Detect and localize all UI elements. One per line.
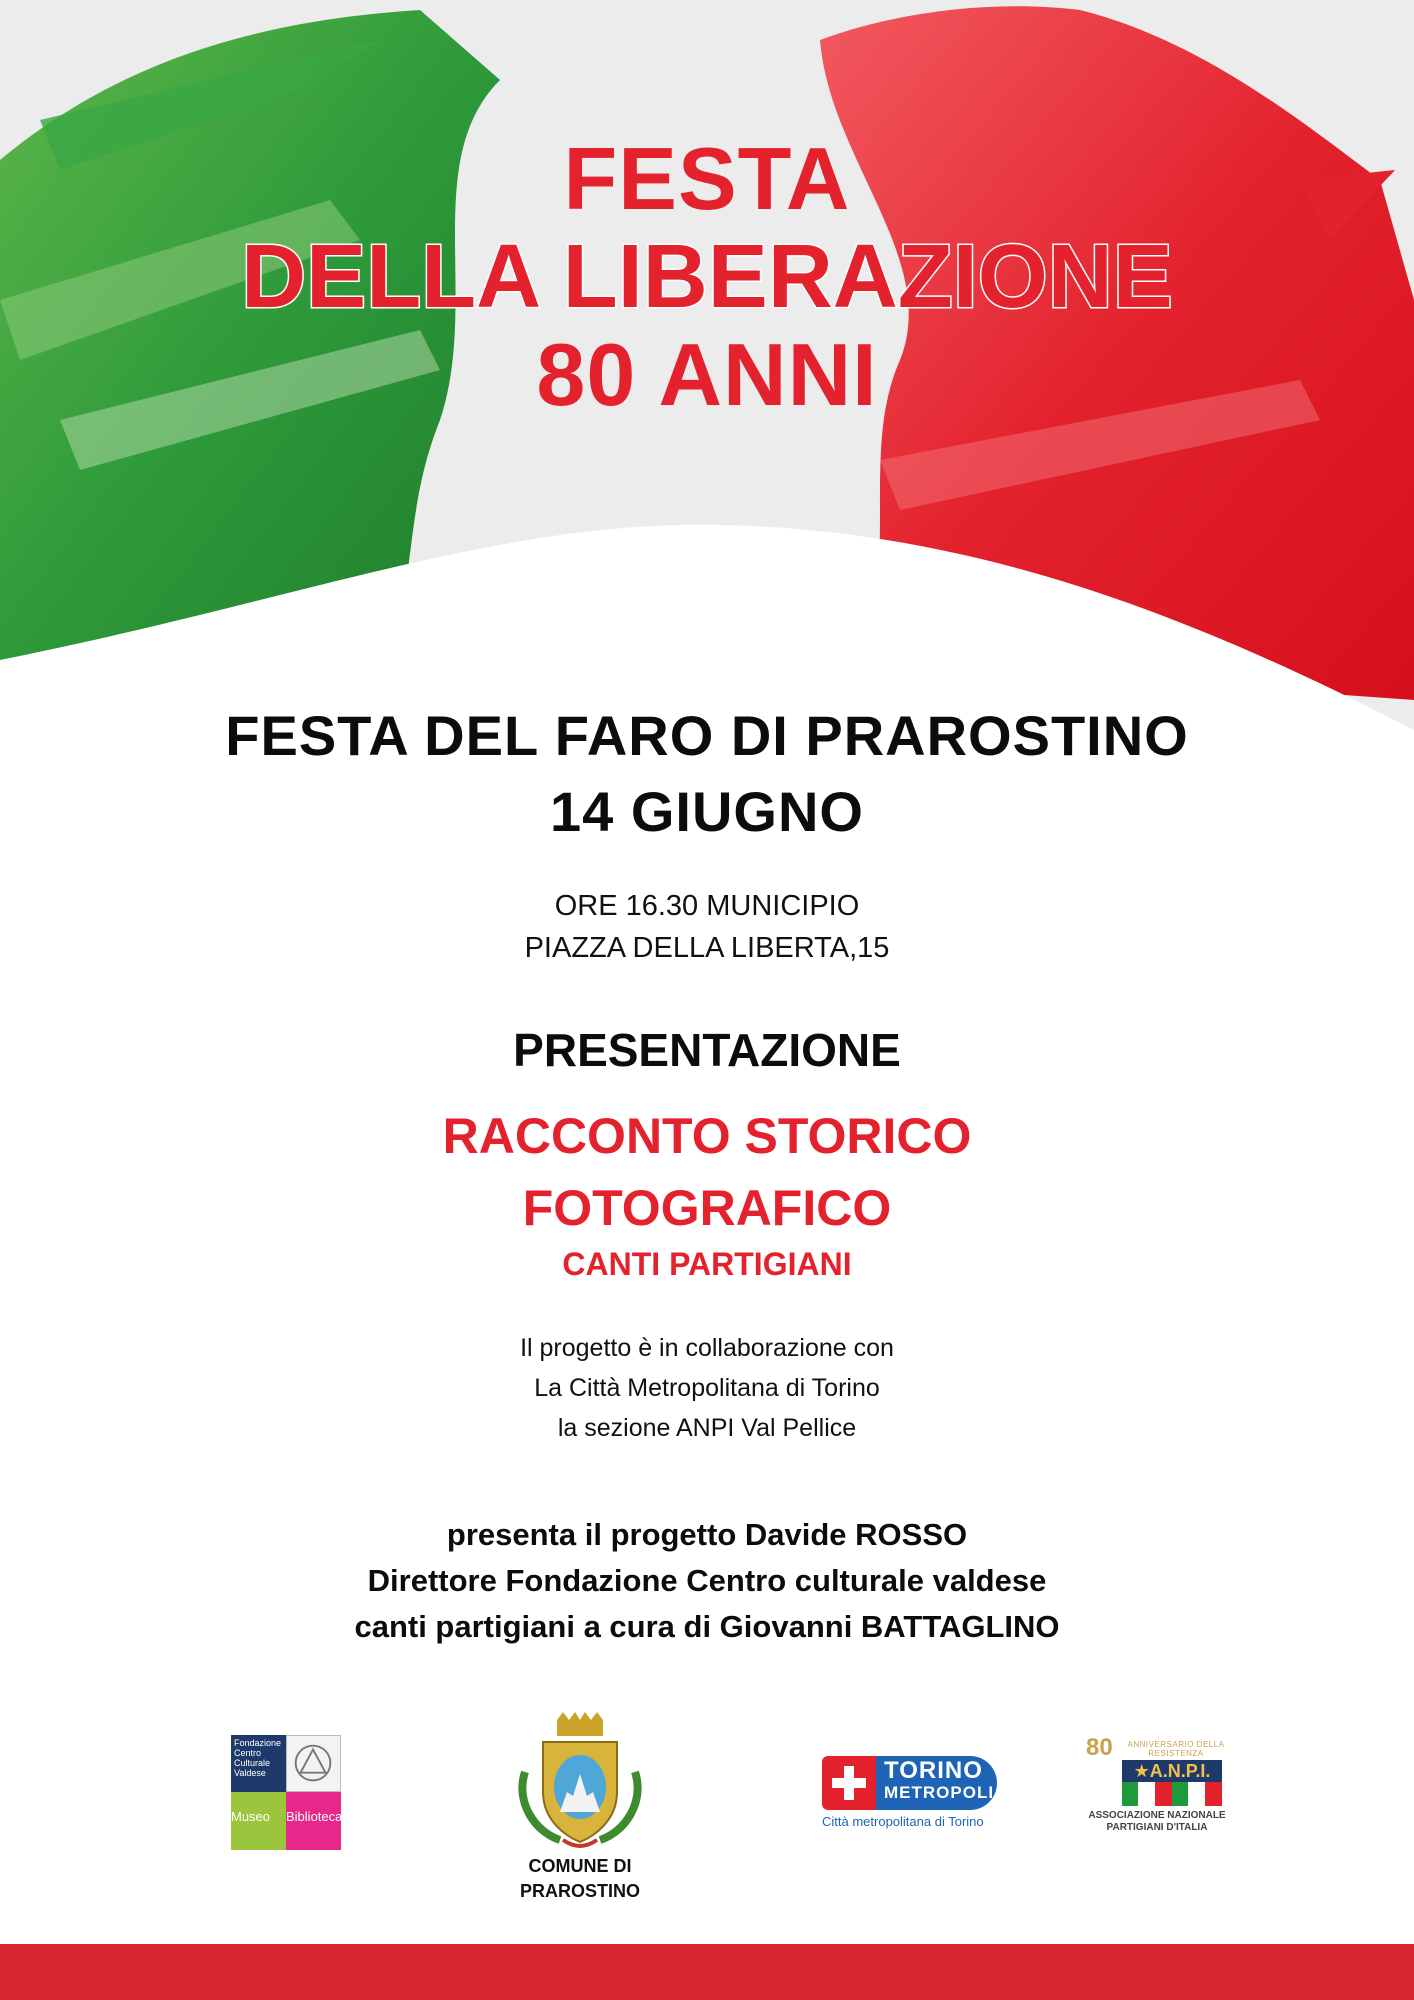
credits-line: canti partigiani a cura di Giovanni BATTAGLINO bbox=[354, 1609, 1060, 1644]
bottom-red-bar bbox=[0, 1944, 1414, 2000]
torino-subtitle: Città metropolitana di Torino bbox=[822, 1814, 984, 1829]
program-title-line: FOTOGRAFICO bbox=[522, 1180, 892, 1236]
title-line-festa: FESTA bbox=[563, 129, 851, 228]
program-title-line: RACCONTO STORICO bbox=[442, 1108, 972, 1164]
credits bbox=[0, 1512, 1414, 1650]
event-date: 14 GIUGNO bbox=[550, 780, 864, 843]
program-subtitle: CANTI PARTIGIANI bbox=[562, 1246, 852, 1282]
main-title bbox=[0, 130, 1414, 424]
torino-name: TORINO bbox=[884, 1757, 983, 1784]
title-line-liberazione: DELLA LIBERAZIONE bbox=[241, 227, 1173, 327]
comune-label-line: COMUNE DI bbox=[528, 1856, 632, 1876]
anpi-caption-line: PARTIGIANI D'ITALIA bbox=[1106, 1822, 1208, 1833]
collaboration-line: la sezione ANPI Val Pellice bbox=[557, 1414, 857, 1442]
anpi-80-badge: 80 bbox=[1086, 1734, 1113, 1761]
event-address: PIAZZA DELLA LIBERTA,15 bbox=[524, 932, 890, 964]
fcv-engraving-image bbox=[286, 1735, 341, 1792]
comune-label-line: PRAROSTINO bbox=[519, 1881, 640, 1901]
anpi-tricolor-stripes bbox=[1122, 1782, 1222, 1806]
fcv-museo-label: Museo bbox=[231, 1792, 286, 1850]
event-time: ORE 16.30 MUNICIPIO bbox=[554, 890, 860, 922]
event-name bbox=[0, 698, 1414, 850]
event-name-line: FESTA DEL FARO DI PRAROSTINO bbox=[225, 704, 1189, 767]
program-heading: PRESENTAZIONE bbox=[513, 1024, 901, 1076]
comune-label bbox=[515, 1854, 645, 1904]
credits-line: presenta il progetto Davide ROSSO bbox=[446, 1517, 968, 1552]
fcv-name-line: Valdese bbox=[234, 1768, 266, 1778]
event-time-location bbox=[0, 885, 1414, 969]
fcv-biblioteca-label: Biblioteca bbox=[286, 1792, 341, 1850]
anpi-anniversary-text: ANNIVERSARIO DELLA RESISTENZA bbox=[1127, 1740, 1225, 1758]
title-line-80-anni: 80 ANNI bbox=[536, 325, 878, 424]
anpi-acronym: ★A.N.P.I. bbox=[1122, 1760, 1222, 1782]
anpi-emblem bbox=[1122, 1760, 1222, 1806]
collaboration-note bbox=[0, 1328, 1414, 1448]
coat-of-arms-icon bbox=[515, 1712, 645, 1852]
credits-line: Direttore Fondazione Centro culturale valdese bbox=[367, 1563, 1047, 1598]
anpi-logo bbox=[1082, 1730, 1232, 1840]
savoy-cross-icon bbox=[822, 1756, 876, 1810]
anpi-caption bbox=[1082, 1810, 1232, 1834]
fcv-name-line: Fondazione bbox=[234, 1738, 282, 1748]
fcv-name-line: Centro bbox=[234, 1748, 262, 1758]
comune-prarostino-logo bbox=[515, 1712, 645, 1912]
metropoli-name: METROPOLI bbox=[884, 1783, 995, 1802]
torino-metropoli-logo bbox=[822, 1752, 1002, 1832]
anpi-caption-line: ASSOCIAZIONE NAZIONALE bbox=[1088, 1810, 1226, 1821]
program-title bbox=[0, 1100, 1414, 1244]
fcv-name-block bbox=[231, 1735, 286, 1792]
fcv-name-line: Culturale bbox=[234, 1758, 271, 1768]
collaboration-line: La Città Metropolitana di Torino bbox=[534, 1374, 880, 1402]
collaboration-line: Il progetto è in collaborazione con bbox=[520, 1334, 894, 1362]
fondazione-centro-culturale-valdese-logo bbox=[231, 1735, 341, 1850]
